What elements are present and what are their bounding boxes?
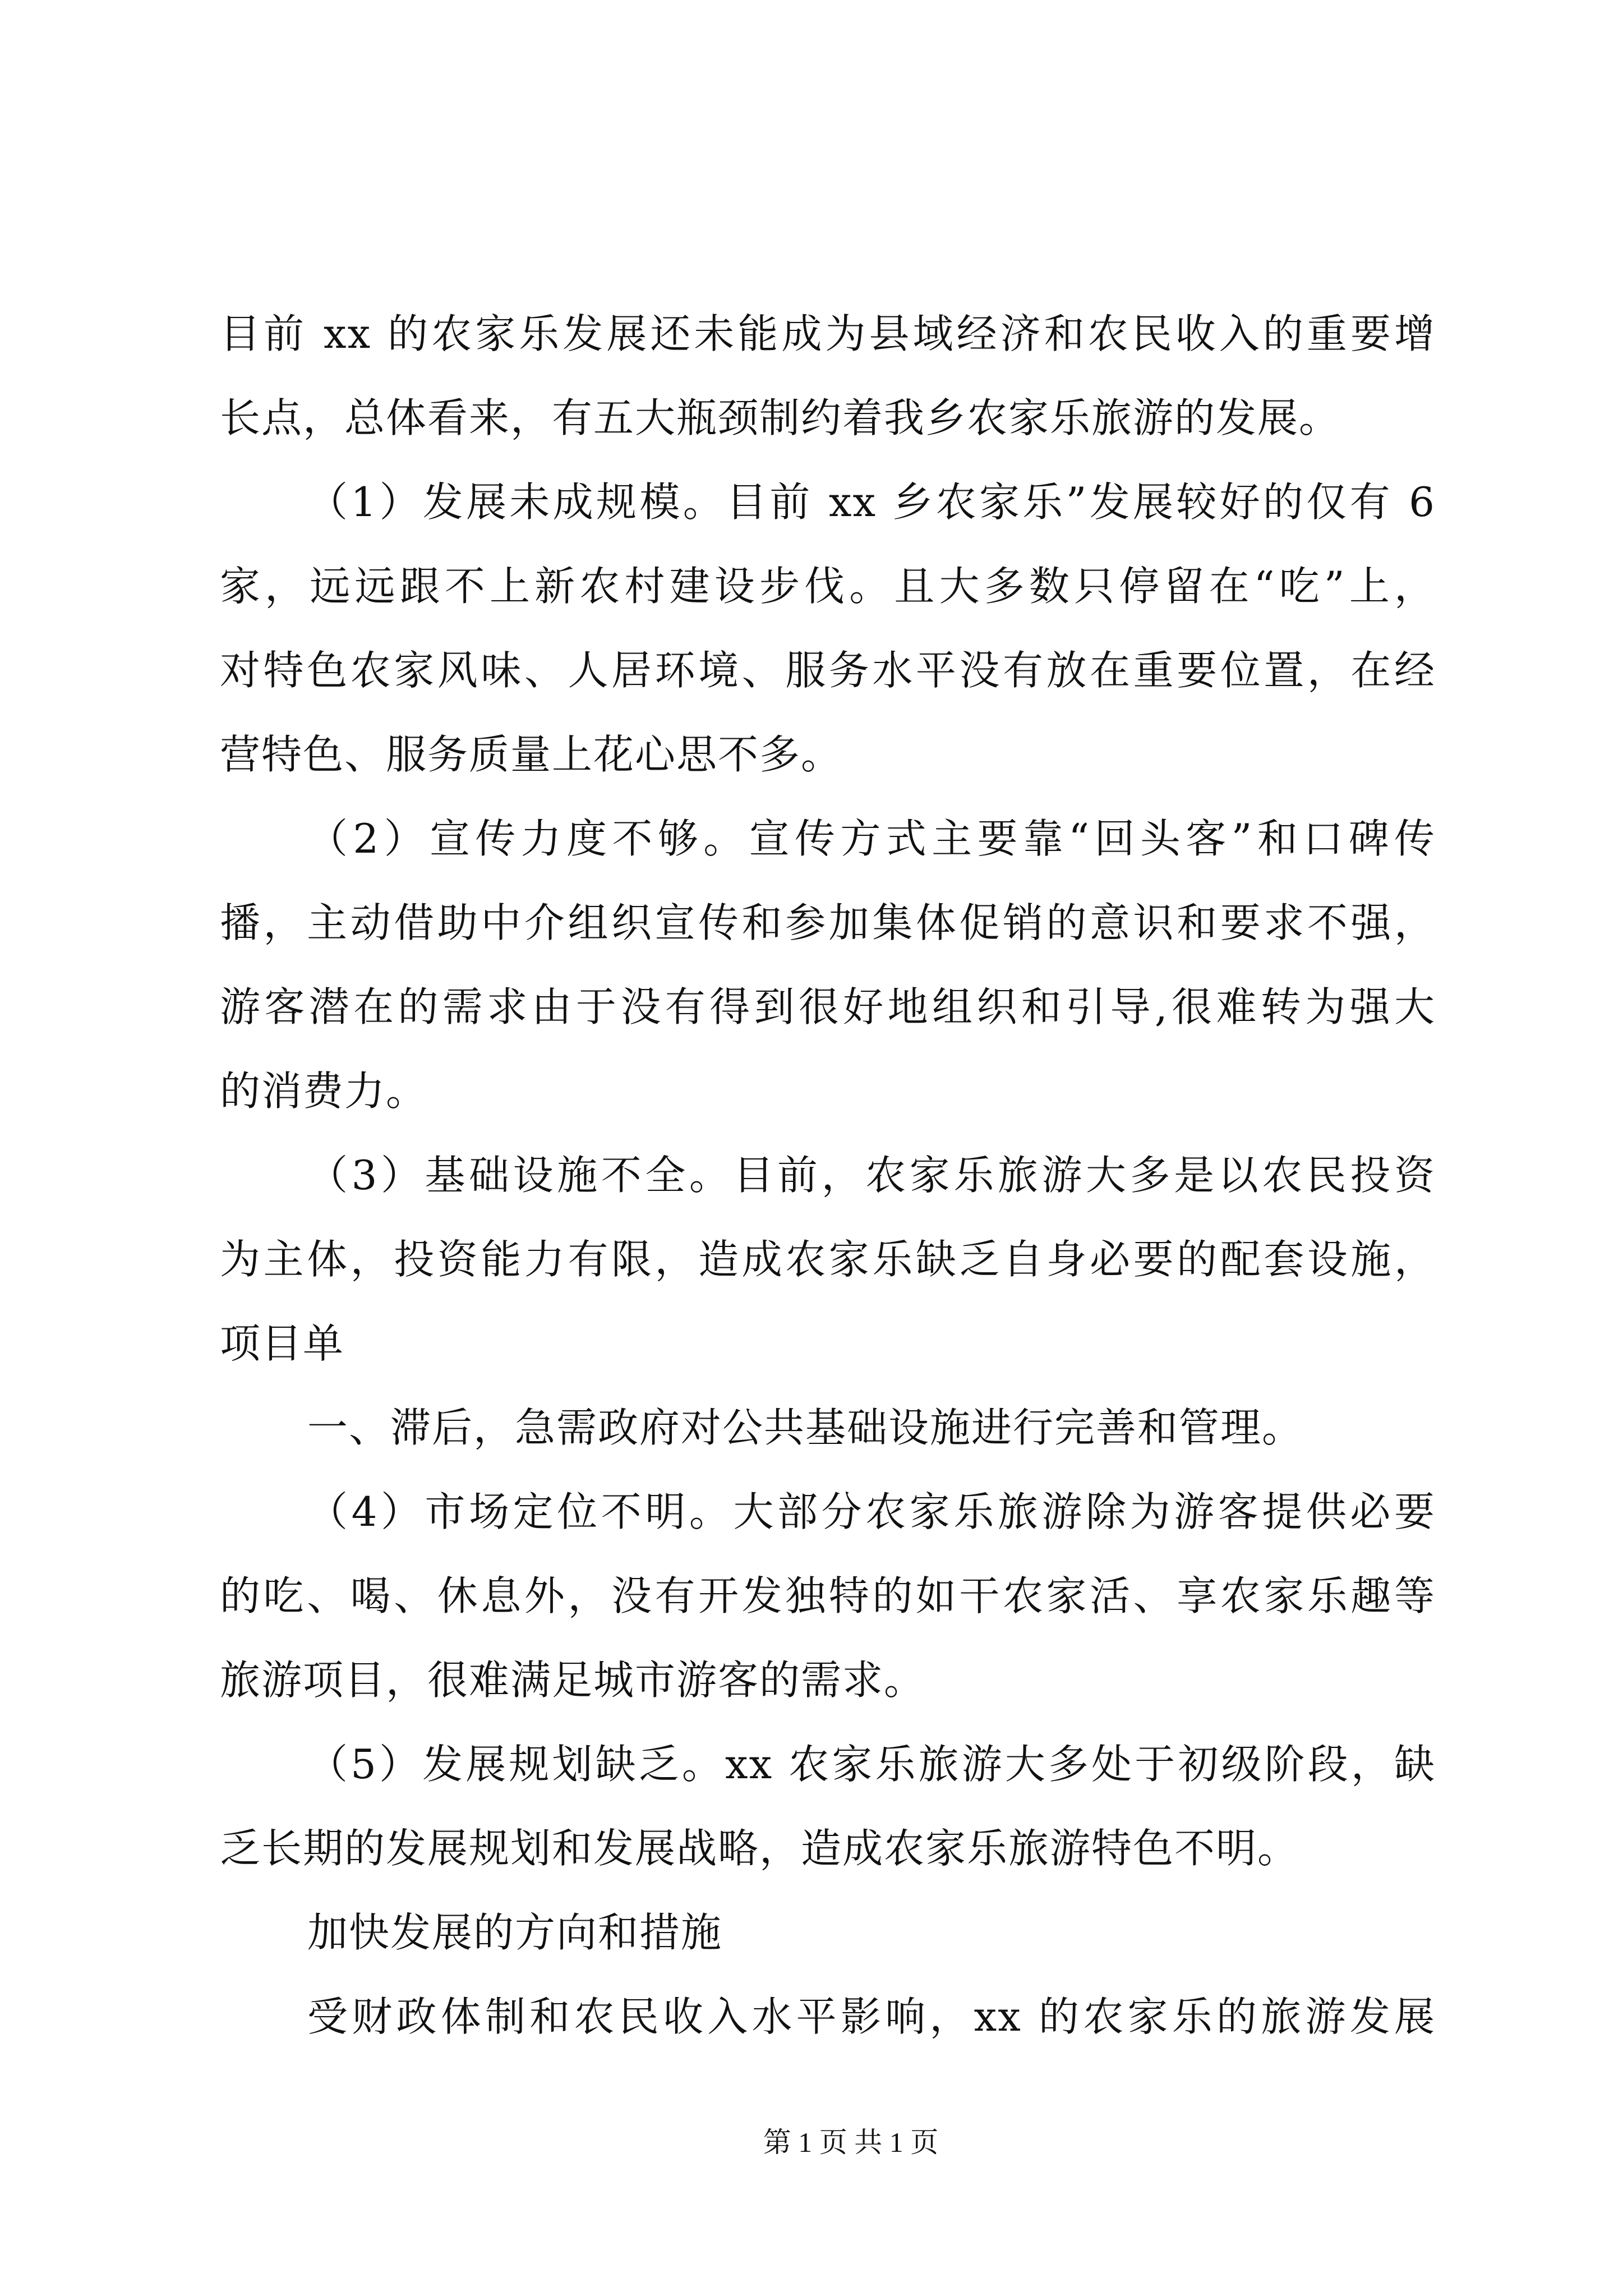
text-line: 受财政体制和农民收入水平影响，xx 的农家乐的旅游发展 <box>307 1993 1436 2040</box>
text-line: 项目单 <box>220 1320 345 1367</box>
page-footer: 第 1 页 共 1 页 <box>763 2127 939 2158</box>
text-line: （2）宣传力度不够。宣传方式主要靠“回头客”和口碑传 <box>307 815 1436 862</box>
text-line: 营特色、服务质量上花心思不多。 <box>220 731 843 778</box>
text-line: 播，主动借助中介组织宣传和参加集体促销的意识和要求不强， <box>220 899 1436 946</box>
text-line: 为主体，投资能力有限，造成农家乐缺乏自身必要的配套设施， <box>220 1236 1436 1283</box>
text-line: 游客潜在的需求由于没有得到很好地组织和引导,很难转为强大 <box>220 983 1436 1030</box>
text-line: （1）发展未成规模。目前 xx 乡农家乐”发展较好的仅有 6 <box>307 478 1436 526</box>
text-line: （4）市场定位不明。大部分农家乐旅游除为游客提供必要 <box>307 1488 1436 1535</box>
text-line: 旅游项目，很难满足城市游客的需求。 <box>220 1657 926 1704</box>
text-line: 一、滞后，急需政府对公共基础设施进行完善和管理。 <box>307 1404 1304 1451</box>
text-line: 的吃、喝、休息外，没有开发独特的如干农家活、享农家乐趣等 <box>220 1572 1436 1619</box>
text-line: 家，远远跟不上新农村建设步伐。且大多数只停留在“吃”上， <box>220 563 1436 610</box>
text-line: （3）基础设施不全。目前，农家乐旅游大多是以农民投资 <box>307 1152 1436 1199</box>
text-line: 对特色农家风味、人居环境、服务水平没有放在重要位置，在经 <box>220 647 1436 694</box>
text-line: 的消费力。 <box>220 1068 428 1115</box>
document-body <box>220 292 1436 2059</box>
text-line: 目前 xx 的农家乐发展还未能成为县域经济和农民收入的重要增 <box>220 310 1436 357</box>
text-line: 乏长期的发展规划和发展战略，造成农家乐旅游特色不明。 <box>220 1825 1299 1872</box>
text-line: （5）发展规划缺乏。xx 农家乐旅游大多处于初级阶段，缺 <box>307 1741 1436 1788</box>
section-heading: 加快发展的方向和措施 <box>307 1909 723 1956</box>
text-line: 长点，总体看来，有五大瓶颈制约着我乡农家乐旅游的发展。 <box>220 394 1341 441</box>
